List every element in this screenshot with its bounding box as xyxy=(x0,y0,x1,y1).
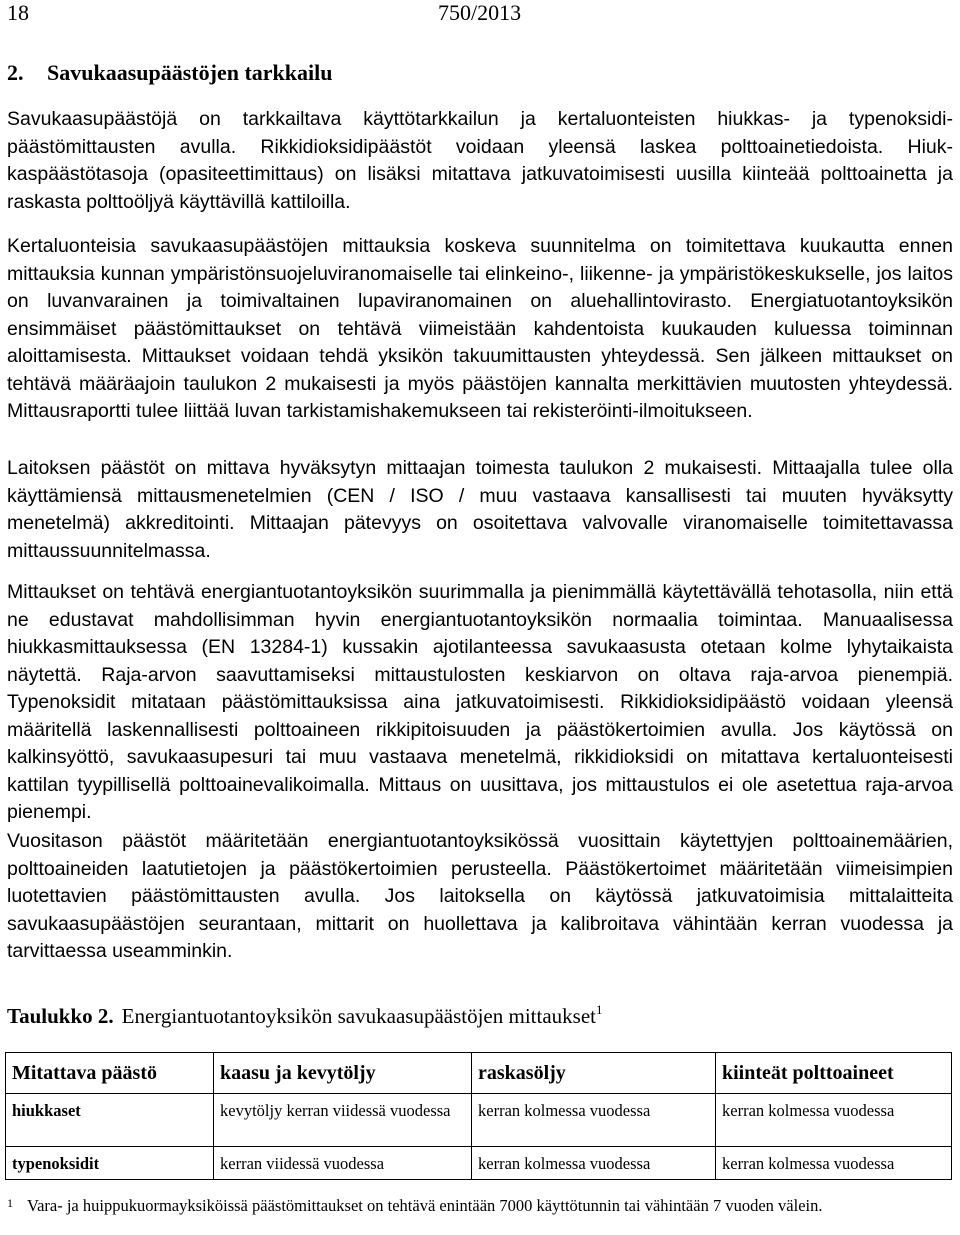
footnote-mark: 1 xyxy=(7,1196,13,1210)
table-cell: kerran viidessä vuodessa xyxy=(214,1147,472,1180)
paragraph-3 xyxy=(7,455,953,565)
table-header-row xyxy=(6,1053,952,1094)
paragraph-text: Savukaasupäästöjä on tarkkailtava käyttötarkkailun ja kertaluonteisten hiukkas- ja typenoksidipäästömittausten avulla. Rikkidioksidipäästöt voidaan yleensä laskea polttoainetiedoista. Hiukkaspäästötasoja (opasiteettimittaus) on lisäksi mitattava jatkuvatoimisesti uusilla kiinteää polttoainetta ja raskasta polttoöljyä käyttävillä kattiloilla. xyxy=(7,108,953,213)
table-cell: kerran kolmessa vuodessa xyxy=(472,1094,716,1147)
column-header: kiinteät polttoaineet xyxy=(716,1053,952,1094)
paragraph-2 xyxy=(7,233,953,426)
paragraph-4 xyxy=(7,579,953,827)
table-caption xyxy=(7,1002,603,1029)
table-row xyxy=(6,1147,952,1180)
table-cell: kerran kolmessa vuodessa xyxy=(716,1147,952,1180)
page-number: 18 xyxy=(7,0,29,25)
column-header: kaasu ja kevytöljy xyxy=(214,1053,472,1094)
measurements-table xyxy=(5,1052,952,1180)
document-number: 750/2013 xyxy=(438,0,522,25)
page-header xyxy=(7,0,953,28)
column-header: Mitattava päästö xyxy=(6,1053,214,1094)
paragraph-text: Mittaukset on tehtävä energiantuotantoyksikön suurimmalla ja pienimmällä käytettävällä tehotasolla, niin että ne edustavat mahdollisimman hyvin energiantuotantoyksikön normaalia toimintaa. Manuaalisessa hiukkasmittauksessa (EN 13284-1) kussakin ajotilanteessa savukaasusta otetaan kolme lyhytaikaista näytettä. Raja-arvon saavuttamiseksi mittaustulosten keskiarvon on oltava raja-arvoa pienempiä. Typenoksidit mitataan päästömittauksissa aina jatkuvatoimisesti. Rikkidioksidipäästö voidaan yleensä määritellä laskennallisesti polttoaineen rikkipitoisuuden ja päästökertoimien avulla. Jos käytössä on kalkinsyöttö, savukaasupesuri tai muu vastaava menetelmä, rikkidioksidi on mitattava kertaluonteisesti kattilan tyypillisellä polttoainevalikoimalla. Mittaus on uusittava, jos mittaustulos ei ole asetettua raja-arvoa pienempi. xyxy=(7,581,953,823)
paragraph-5 xyxy=(7,828,953,966)
table-row xyxy=(6,1094,952,1147)
table-caption-text: Energiantuotantoyksikön savukaasupäästöjen mittaukset xyxy=(121,1004,596,1028)
footnote xyxy=(7,1196,953,1217)
table-label: Taulukko 2. xyxy=(7,1004,114,1028)
table-cell: kerran kolmessa vuodessa xyxy=(716,1094,952,1147)
row-label: typenoksidit xyxy=(6,1147,214,1180)
paragraph-text: Laitoksen päästöt on mittava hyväksytyn mittaajan toimesta taulukon 2 mukaisesti. Mittaajalla tulee olla käyttämiensä mittausmenetelmien (CEN / ISO / muu vastaava kansallisesti tai muuten hyväksytty menetelmä) akkreditointi. Mittaajan pätevyys on osoitettava valvovalle viranomaiselle toimitettavassa mittaussuunnitelmassa. xyxy=(7,457,953,562)
paragraph-text: Vuositason päästöt määritetään energiantuotantoyksikössä vuosittain käytettyjen polttoainemäärien, polttoaineiden laatutietojen ja päästökertoimien perusteella. Päästökertoimet määritetään viimeisimpien luotettavien päästömittausten avulla. Jos laitoksella on käytössä jatkuvatoimisia mittalaitteita savukaasupäästöjen seurantaan, mittarit on huollettava ja kalibroitava vähintään kerran vuodessa ja tarvittaessa useamminkin. xyxy=(7,830,953,962)
paragraph-1 xyxy=(7,106,953,216)
footnote-reference: 1 xyxy=(596,1002,603,1017)
table-cell: kevytöljy kerran viidessä vuodessa xyxy=(214,1094,472,1147)
section-title: Savukaasupäästöjen tarkkailu xyxy=(47,60,333,85)
footnote-text: Vara- ja huippukuormayksiköissä päästömittaukset on tehtävä enintään 7000 käyttötunnin tai vähintään 7 vuoden välein. xyxy=(27,1196,823,1215)
row-label: hiukkaset xyxy=(6,1094,214,1147)
paragraph-text: Kertaluonteisia savukaasupäästöjen mittauksia koskeva suunnitelma on toimitettava kuukautta ennen mittauksia kunnan ympäristönsuojeluviranomaiselle tai elinkeino-, liikenne- ja ympäristökeskukselle, jos laitos on luvanvarainen ja toimivaltainen lupaviranomainen on aluehallintovirasto. Energiatuotantoyksikön ensimmäiset päästömittaukset on tehtävä viimeistään kahdentoista kuukauden kuluessa toiminnan aloittamisesta. Mittaukset voidaan tehdä yksikön takuumittausten yhteydessä. Sen jälkeen mittaukset on tehtävä määräajoin taulukon 2 mukaisesti ja myös päästöjen kannalta merkittävien muutosten yhteydessä. Mittausraportti tulee liittää luvan tarkistamishakemukseen tai rekisteröinti-ilmoitukseen. xyxy=(7,235,953,422)
section-number: 2. xyxy=(7,60,24,85)
section-heading xyxy=(7,60,332,86)
column-header: raskasöljy xyxy=(472,1053,716,1094)
table-cell: kerran kolmessa vuodessa xyxy=(472,1147,716,1180)
